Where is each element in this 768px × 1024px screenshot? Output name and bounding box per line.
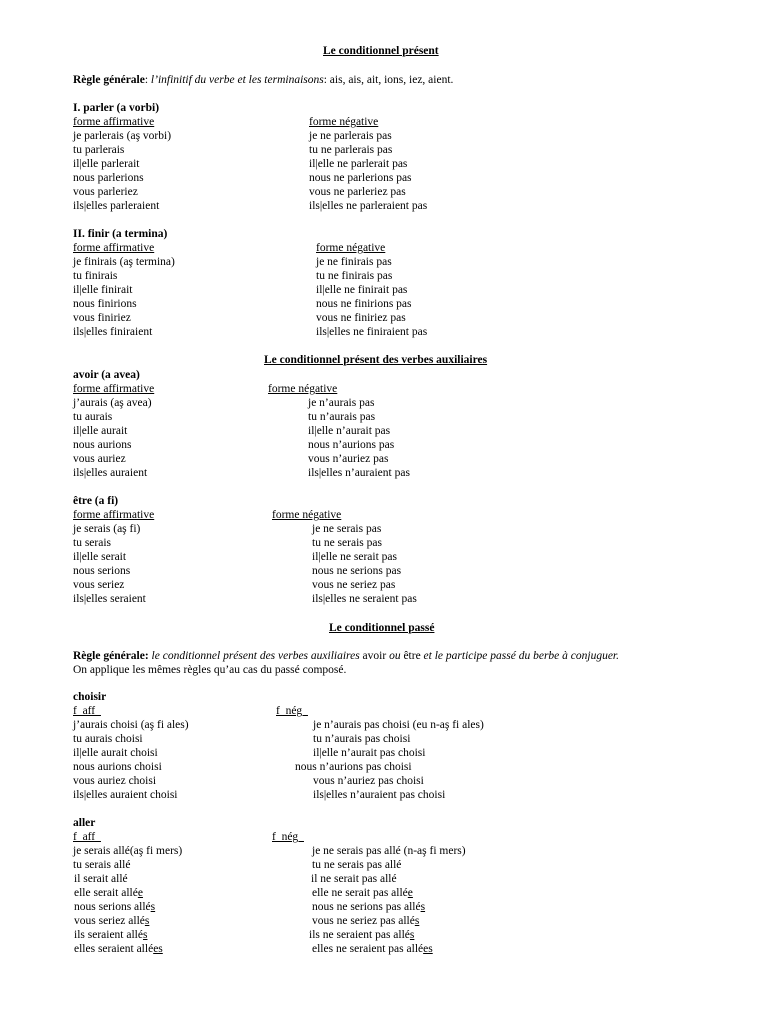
conjugation-base: tu serais allé <box>73 859 131 871</box>
conjugation-negative <box>312 844 466 858</box>
conjugation-negative: tu ne serais pas <box>312 537 382 549</box>
conjugation-affirmative: tu finirais <box>73 270 118 282</box>
conjugation-base: tu ne serais pas allé <box>312 859 402 871</box>
conjugation-negative: nous ne parlerions pas <box>309 172 412 184</box>
conjugation-affirmative <box>74 872 128 886</box>
conjugation-affirmative <box>74 928 147 942</box>
conjugation-affirmative: vous parleriez <box>73 186 138 198</box>
conjugation-base: elles ne seraient pas allé <box>312 943 424 955</box>
conjugation-affirmative <box>74 914 149 928</box>
header-affirmative: forme affirmative <box>73 383 155 395</box>
conjugation-base: vous ne seriez pas allé <box>312 915 415 927</box>
conjugation-base: elles seraient allé <box>74 943 154 955</box>
conjugation-affirmative: ils|elles finiraient <box>73 326 153 338</box>
conjugation-negative: je n’aurais pas <box>308 397 375 409</box>
conjugation-negative: ils|elles n’auraient pas choisi <box>313 789 446 801</box>
conjugation-affirmative <box>74 886 143 900</box>
conjugation-affirmative <box>74 942 163 956</box>
rule-normal-2: être <box>400 650 421 662</box>
section-heading-parler: I. parler (a vorbi) <box>73 102 160 114</box>
section-heading-finir: II. finir (a termina) <box>73 228 168 240</box>
conjugation-base: ils seraient allé <box>74 929 143 941</box>
section-heading-choisir: choisir <box>73 691 107 703</box>
conjugation-negative: je ne finirais pas <box>316 256 392 268</box>
rule-general-present <box>73 73 453 87</box>
rule-rest: : ais, ais, ait, ions, iez, aient. <box>323 74 454 86</box>
agreement-ending: s <box>144 915 150 927</box>
agreement-ending: e <box>137 887 143 899</box>
rule-label: Règle générale <box>73 74 145 86</box>
conjugation-base: je ne serais pas allé (n-aş fi mers) <box>312 845 466 857</box>
agreement-ending: es <box>153 943 163 955</box>
conjugation-negative: vous ne parleriez pas <box>309 186 406 198</box>
rule-italic-1: le conditionnel présent des verbes auxiliaires <box>148 650 360 662</box>
rule-general-passe-line2: On applique les mêmes règles qu’au cas du passé composé. <box>73 664 347 676</box>
conjugation-negative: ils|elles ne finiraient pas <box>316 326 428 338</box>
conjugation-negative <box>311 872 397 886</box>
conjugation-negative: il|elle n’aurait pas <box>308 425 391 437</box>
header-affirmative: f_aff_ <box>73 831 101 843</box>
rule-general-passe <box>73 649 619 663</box>
rule-normal-1: avoir <box>359 650 390 662</box>
agreement-ending: s <box>142 929 148 941</box>
rule-italic-3: et le participe passé du berbe à conjuguer. <box>420 650 620 662</box>
section-heading-etre: être (a fi) <box>73 495 119 507</box>
conjugation-affirmative <box>74 900 155 914</box>
conjugation-base: nous serions allé <box>74 901 151 913</box>
conjugation-negative: vous ne finiriez pas <box>316 312 406 324</box>
conjugation-affirmative: je serais (aş fi) <box>73 523 141 535</box>
conjugation-affirmative: nous aurions <box>73 439 132 451</box>
conjugation-negative: il|elle ne finirait pas <box>316 284 408 296</box>
conjugation-affirmative: tu serais <box>73 537 112 549</box>
conjugation-base: il serait allé <box>74 873 128 885</box>
conjugation-affirmative: vous auriez <box>73 453 126 465</box>
conjugation-affirmative: il|elle serait <box>73 551 127 563</box>
conjugation-affirmative: vous auriez choisi <box>73 775 157 787</box>
conjugation-negative: je ne serais pas <box>312 523 382 535</box>
agreement-ending: s <box>420 901 426 913</box>
conjugation-affirmative: il|elle aurait <box>73 425 128 437</box>
conjugation-affirmative: ils|elles parleraient <box>73 200 160 212</box>
conjugation-affirmative <box>73 844 182 858</box>
conjugation-negative: tu ne finirais pas <box>316 270 393 282</box>
conjugation-negative: tu n’aurais pas <box>308 411 376 423</box>
conjugation-negative: vous n’auriez pas <box>308 453 389 465</box>
conjugation-affirmative: nous aurions choisi <box>73 761 162 773</box>
agreement-ending: s <box>414 915 420 927</box>
conjugation-affirmative: tu parlerais <box>73 144 125 156</box>
conjugation-affirmative: tu aurais <box>73 411 113 423</box>
header-affirmative: forme affirmative <box>73 509 155 521</box>
section-title-auxiliaires: Le conditionnel présent des verbes auxiliaires <box>264 354 488 366</box>
conjugation-base: vous seriez allé <box>74 915 145 927</box>
conjugation-negative: je ne parlerais pas <box>309 130 392 142</box>
conjugation-negative: il|elle n’aurait pas choisi <box>313 747 426 759</box>
conjugation-negative <box>309 928 414 942</box>
conjugation-affirmative: nous finirions <box>73 298 137 310</box>
conjugation-base: il ne serait pas allé <box>311 873 397 885</box>
agreement-ending: e <box>407 887 413 899</box>
conjugation-negative: tu n’aurais pas choisi <box>313 733 411 745</box>
section-title-passe: Le conditionnel passé <box>329 622 435 634</box>
rule-colon: : <box>144 74 151 86</box>
conjugation-affirmative: il|elle finirait <box>73 284 133 296</box>
conjugation-affirmative: nous serions <box>73 565 131 577</box>
conjugation-affirmative: je parlerais (aş vorbi) <box>73 130 172 142</box>
conjugation-negative <box>312 942 433 956</box>
conjugation-affirmative: nous parlerions <box>73 172 144 184</box>
conjugation-base: elle serait allé <box>74 887 138 899</box>
conjugation-base: elle ne serait pas allé <box>312 887 408 899</box>
header-affirmative: f_aff_ <box>73 705 101 717</box>
conjugation-affirmative: j’aurais (aş avea) <box>73 397 152 409</box>
conjugation-affirmative: tu aurais choisi <box>73 733 143 745</box>
header-negative: forme négative <box>268 383 338 395</box>
agreement-ending: es <box>423 943 433 955</box>
header-negative: forme négative <box>316 242 386 254</box>
conjugation-negative <box>312 914 419 928</box>
conjugation-negative <box>312 858 401 872</box>
conjugation-affirmative: il|elle aurait choisi <box>73 747 158 759</box>
conjugation-negative: vous ne seriez pas <box>312 579 396 591</box>
conjugation-affirmative: vous finiriez <box>73 312 131 324</box>
section-heading-aller: aller <box>73 817 96 829</box>
conjugation-negative: il|elle ne parlerait pas <box>309 158 408 170</box>
conjugation-affirmative: vous seriez <box>73 579 125 591</box>
conjugation-affirmative: je finirais (aş termina) <box>73 256 175 268</box>
header-affirmative: forme affirmative <box>73 116 155 128</box>
conjugation-negative: tu ne parlerais pas <box>309 144 393 156</box>
conjugation-affirmative <box>73 858 130 872</box>
conjugation-negative: nous n’aurions pas <box>308 439 395 451</box>
conjugation-negative: nous ne serions pas <box>312 565 402 577</box>
header-negative: f_nég_ <box>276 705 308 717</box>
conjugation-affirmative: il|elle parlerait <box>73 158 140 170</box>
conjugation-negative <box>312 886 413 900</box>
header-negative: f_nég_ <box>272 831 304 843</box>
rule-italic-2: ou <box>389 650 401 662</box>
page-title: Le conditionnel présent <box>323 45 439 57</box>
header-negative: forme négative <box>309 116 379 128</box>
header-negative: forme négative <box>272 509 342 521</box>
conjugation-negative: vous n’auriez pas choisi <box>313 775 424 787</box>
conjugation-affirmative: ils|elles seraient <box>73 593 146 605</box>
agreement-ending: s <box>409 929 415 941</box>
conjugation-negative: nous ne finirions pas <box>316 298 412 310</box>
conjugation-negative: nous n’aurions pas choisi <box>295 761 412 773</box>
section-heading-avoir: avoir (a avea) <box>73 369 140 381</box>
conjugation-negative: ils|elles ne seraient pas <box>312 593 417 605</box>
rule-label: Règle générale: <box>73 650 149 662</box>
header-affirmative: forme affirmative <box>73 242 155 254</box>
agreement-ending: s <box>150 901 156 913</box>
conjugation-negative <box>312 900 425 914</box>
conjugation-base: je serais allé(aş fi mers) <box>73 845 183 857</box>
conjugation-affirmative: ils|elles auraient choisi <box>73 789 178 801</box>
conjugation-base: ils ne seraient pas allé <box>309 929 410 941</box>
rule-italic: l’infinitif du verbe et les terminaisons <box>150 74 324 86</box>
conjugation-affirmative: j’aurais choisi (aş fi ales) <box>73 719 189 731</box>
conjugation-base: nous ne serions pas allé <box>312 901 421 913</box>
conjugation-negative: il|elle ne serait pas <box>312 551 398 563</box>
conjugation-negative: ils|elles ne parleraient pas <box>309 200 428 212</box>
conjugation-affirmative: ils|elles auraient <box>73 467 148 479</box>
conjugation-negative: ils|elles n’auraient pas <box>308 467 410 479</box>
conjugation-negative: je n’aurais pas choisi (eu n-aş fi ales) <box>313 719 484 731</box>
